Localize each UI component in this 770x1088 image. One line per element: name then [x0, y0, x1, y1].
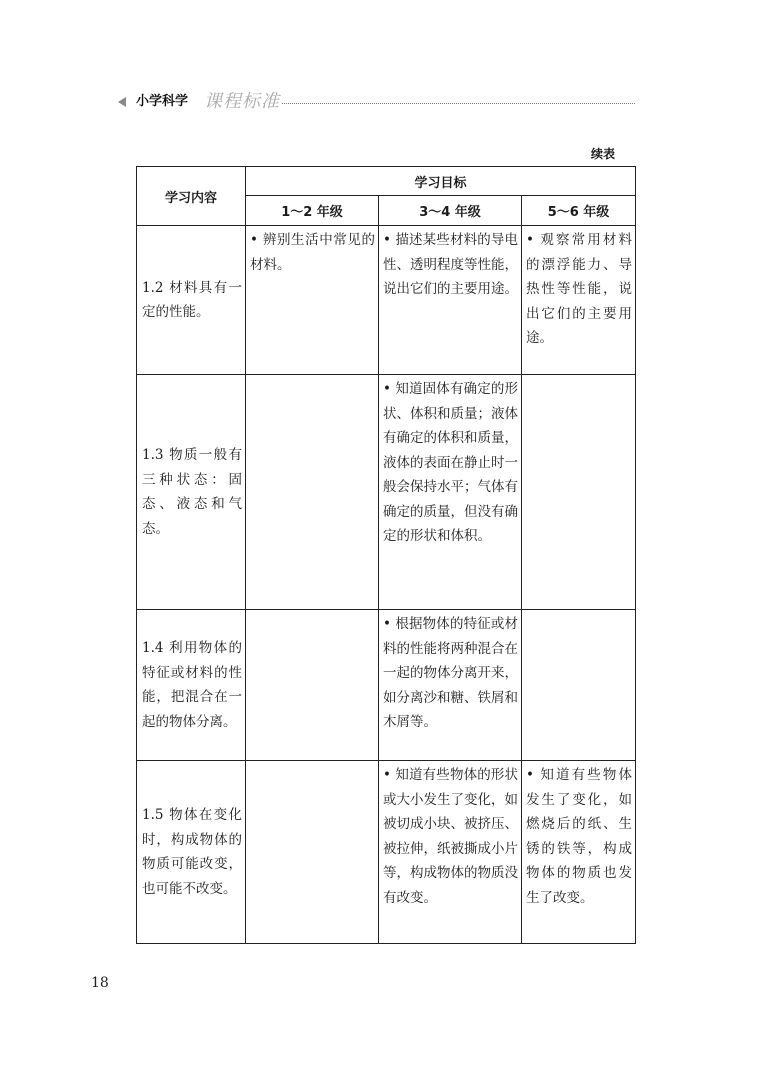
running-header: [118, 93, 635, 113]
goal-grade-3-4: • 知道固体有确定的形状、体积和质量；液体有确定的体积和质量，液体的表面在静止时一般会保持水平；气体有确定的质量，但没有确定的形状和体积。: [383, 381, 518, 544]
goal-grade-5-6: • 观察常用材料的漂浮能力、导热性等性能，说出它们的主要用途。: [526, 232, 632, 346]
goal-grade-3-4: • 知道有些物体的形状或大小发生了变化，如被切成小块、被挤压、被拉伸，纸被撕成小片等，构成物体的物质没有改变。: [383, 767, 518, 906]
goal-grade-1-2: [246, 375, 378, 377]
row-content: 1.2 材料具有一定的性能。: [142, 279, 242, 320]
table-row: [137, 610, 636, 761]
row-content: 1.5 物体在变化时，构成物体的物质可能改变，也可能不改变。: [142, 807, 242, 897]
continued-label: 续表: [591, 147, 616, 161]
table-header-row: [137, 167, 636, 196]
header-subject: 小学科学: [136, 94, 189, 109]
left-arrow-icon: [118, 97, 126, 107]
goal-grade-5-6: [522, 610, 635, 612]
header-grade-5-6: 5～6 年级: [522, 196, 636, 226]
header-title: 课程标准: [204, 91, 280, 112]
header-grade-1-2: 1～2 年级: [246, 196, 379, 226]
row-content: 1.4 利用物体的特征或材料的性能，把混合在一起的物体分离。: [142, 640, 242, 730]
row-content: 1.3 物质一般有三种状态：固态、液态和气态。: [142, 447, 242, 537]
header-dotted-rule: [282, 103, 635, 104]
header-learning-content: 学习内容: [137, 167, 246, 226]
header-learning-goals: 学习目标: [246, 167, 636, 196]
table-row: [137, 226, 636, 375]
page-number: 18: [91, 975, 109, 991]
goal-grade-1-2: [246, 610, 378, 612]
goal-grade-1-2: [246, 761, 378, 763]
curriculum-table: [136, 166, 636, 944]
goal-grade-5-6: [522, 375, 635, 377]
table-row: [137, 761, 636, 944]
goal-grade-3-4: • 描述某些材料的导电性、透明程度等性能，说出它们的主要用途。: [383, 232, 518, 297]
goal-grade-3-4: • 根据物体的特征或材料的性能将两种混合在一起的物体分离开来，如分离沙和糖、铁屑和木屑等。: [383, 616, 518, 730]
goal-grade-1-2: • 辨别生活中常见的材料。: [250, 232, 375, 273]
table-row: [137, 375, 636, 610]
header-grade-3-4: 3～4 年级: [379, 196, 522, 226]
goal-grade-5-6: • 知道有些物体发生了变化，如燃烧后的纸、生锈的铁等，构成物体的物质也发生了改变。: [526, 767, 632, 906]
